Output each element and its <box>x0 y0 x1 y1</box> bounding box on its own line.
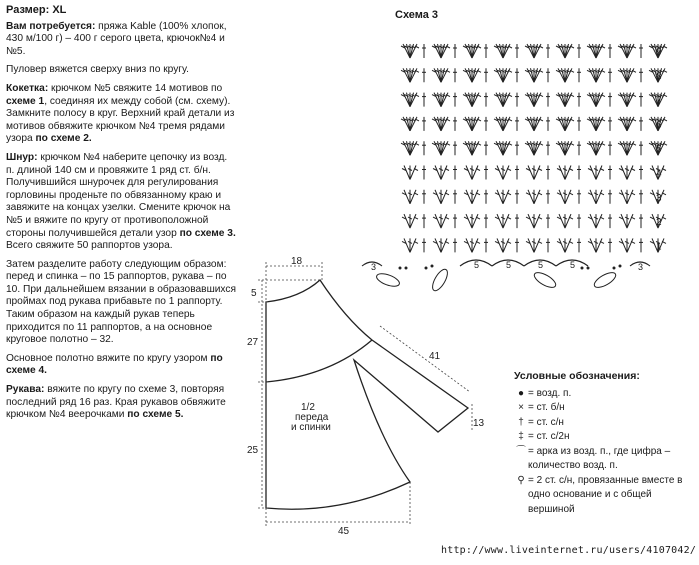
stitch-cell <box>494 44 519 58</box>
stitch-cell <box>433 238 457 252</box>
legend-text: = ст. с/2н <box>528 431 570 442</box>
body-text: Основное полотно вяжите по кругу узором <box>6 352 211 364</box>
stitch-cell <box>526 238 550 252</box>
source-url[interactable]: http://www.liveinternet.ru/users/4107042/ <box>441 545 697 556</box>
stitch-cell <box>556 117 581 131</box>
dim-cuff: 13 <box>473 418 485 429</box>
dim-sleeve: 41 <box>429 351 441 362</box>
foundation-motifs <box>375 267 618 293</box>
stitch-cell <box>432 44 457 58</box>
stitch-cell <box>525 93 550 107</box>
stitch-cell <box>525 68 550 82</box>
legend-text: = ст. б/н <box>528 402 565 413</box>
legend-row-dc <box>514 416 699 431</box>
stitch-cell <box>432 93 457 107</box>
stitch-cell <box>587 141 612 155</box>
yoke-scheme: схеме 1 <box>6 95 45 107</box>
stitch-cell <box>587 93 612 107</box>
stitch-cell <box>587 117 612 131</box>
stitch-cell <box>526 190 550 204</box>
sleeve-dim-line <box>380 326 470 392</box>
stitch-cell <box>433 214 457 228</box>
row-number: 8 <box>656 71 662 83</box>
row-number: 2 <box>656 217 662 229</box>
stitch-cell <box>464 166 488 180</box>
stitch-cell <box>619 238 643 252</box>
legend-text: = 2 ст. с/н, провязанные вместе в одно основание и с общей вершиной <box>528 474 683 515</box>
stitch-cell <box>526 166 550 180</box>
stitch-cell <box>401 117 426 131</box>
intro-paragraph: Пуловер вяжется сверху вниз по кругу. <box>6 64 189 76</box>
stitch-cell <box>464 190 488 204</box>
stitch-cell <box>494 141 519 155</box>
legend-row-sc <box>514 401 699 416</box>
row-number: 3 <box>656 192 662 204</box>
dim-body: 25 <box>247 445 259 456</box>
arch-count-6: 3 <box>638 262 644 272</box>
yoke-text-2: , соединяя их между собой (см. схему). Замкните полосу в круг. Верхний край детали из мотивов обвяжите крючком №4 тремя рядами узора <box>6 95 235 145</box>
stitch-cell <box>588 214 612 228</box>
body-paragraph <box>6 353 238 378</box>
cord-scheme: по схеме 3. <box>179 227 236 239</box>
stitch-cell <box>495 190 519 204</box>
stitch-cell <box>463 44 488 58</box>
yoke-text-1: крючком №5 свяжите 14 мотивов по <box>48 82 223 94</box>
stitch-cell <box>464 214 488 228</box>
stitch-cell <box>557 238 581 252</box>
row-number: 5 <box>656 144 662 156</box>
yoke-label: Кокетка: <box>6 82 49 94</box>
legend-text: = возд. п. <box>528 387 572 399</box>
scheme-title: Схема 3 <box>395 9 439 21</box>
stitch-cell <box>525 117 550 131</box>
stitch-cell <box>432 68 457 82</box>
legend-row-tr <box>514 430 699 445</box>
cord-paragraph <box>6 152 238 253</box>
stitch-cell <box>588 166 612 180</box>
stitch-cell <box>587 68 612 82</box>
legend-text: = ст. с/н <box>528 416 564 428</box>
stitch-cell <box>402 214 426 228</box>
stitch-cell <box>401 68 426 82</box>
garment-outline <box>266 280 468 509</box>
cluster-icon: ⚲ <box>517 474 525 486</box>
dim-yoke: 27 <box>247 337 259 348</box>
stitch-cell <box>556 93 581 107</box>
stitch-cell <box>401 141 426 155</box>
size-heading: Размер: XL <box>6 4 67 16</box>
stitch-cell <box>618 44 643 58</box>
stitch-cell <box>525 44 550 58</box>
stitch-cell <box>618 93 643 107</box>
stitch-cell <box>463 68 488 82</box>
sleeve-scheme: по схеме 5. <box>127 409 184 421</box>
row-number: 1 <box>656 241 662 253</box>
row-number: 9 <box>656 47 662 58</box>
stitch-cell <box>556 44 581 58</box>
row-number: 4 <box>656 168 662 180</box>
arch-count-5: 5 <box>570 260 576 270</box>
division-paragraph: Затем разделите работу следующим образом: перед и спинка – по 15 раппортов, рукава – по 10. При дальнейшем вязании в образовавшихся проймах под рукава прибавьте по 1 раппорту. Таким образом на каждый рукав теперь приходится по 11 раппортов, а на основное круговое полотно – 32. <box>6 258 237 346</box>
stitch-cell <box>556 141 581 155</box>
stitch-cell <box>618 141 643 155</box>
stitch-cell <box>433 190 457 204</box>
cord-text-1: крючком №4 наберите цепочку из возд. п. длиной 140 см и провяжите 1 ряд ст. б/н. Получившийся шнурочек для регулирования горловины проденьте по обвязанному краю и завяжите на концах узелки. Смените крючок на №5 и вяжите по кругу от противоположной стороны получившейся детали узор <box>6 151 231 239</box>
cord-label: Шнур: <box>6 151 38 163</box>
stitch-cell <box>464 238 488 252</box>
piece-label-3: и спинки <box>291 422 331 433</box>
stitch-cell <box>588 190 612 204</box>
stitch-cell <box>556 68 581 82</box>
arch-count-3: 5 <box>506 260 512 270</box>
double-crochet-icon: † <box>518 416 524 428</box>
stitch-cell <box>557 166 581 180</box>
row-number: 7 <box>656 95 662 107</box>
stitch-cell <box>557 190 581 204</box>
garment-schematic <box>240 255 500 555</box>
arch-icon: ⌒ <box>516 445 526 457</box>
yoke-paragraph <box>6 83 238 146</box>
stitch-cell <box>432 141 457 155</box>
stitch-cell <box>463 93 488 107</box>
arch-count-4: 5 <box>538 260 544 270</box>
legend-text: = арка из возд. п., где цифра – количество возд. п. <box>528 445 671 471</box>
dim-top: 18 <box>291 256 303 267</box>
single-crochet-icon: × <box>518 402 524 413</box>
stitch-cell <box>433 166 457 180</box>
materials-label: Вам потребуется: <box>6 20 96 32</box>
chain-icon: ● <box>517 387 525 399</box>
stitch-cell <box>402 166 426 180</box>
cord-text-2: Всего свяжите 50 раппортов узора. <box>6 240 173 252</box>
legend-title: Условные обозначения: <box>514 370 640 382</box>
legend-row-chain <box>514 387 699 402</box>
materials-text: пряжа Kable (100% хлопок, 430 м/100 г) – 400 г серого цвета, крючок№4 и №5. <box>6 20 227 57</box>
arch-count-1: 3 <box>371 262 377 272</box>
arch-count-2: 5 <box>474 260 480 270</box>
stitch-cell <box>526 214 550 228</box>
piece-label-1: 1/2 <box>301 402 315 413</box>
stitch-cell <box>619 214 643 228</box>
stitch-cell <box>463 141 488 155</box>
stitch-cell <box>402 190 426 204</box>
row-number: 6 <box>656 119 662 131</box>
sleeve-text-1: вяжите по кругу по схеме 3, повторяя последний ряд 16 раз. Края рукавов обвяжите крючком №4 веерочками <box>6 384 226 421</box>
sleeve-paragraph <box>6 384 238 422</box>
dim-bottom: 45 <box>338 526 350 537</box>
stitch-cell <box>402 238 426 252</box>
stitch-cell <box>463 117 488 131</box>
stitch-cell <box>495 166 519 180</box>
stitch-cell <box>525 141 550 155</box>
stitch-cell <box>587 44 612 58</box>
stitch-cell <box>618 117 643 131</box>
stitch-cell <box>494 68 519 82</box>
stitch-cell <box>495 238 519 252</box>
scheme-3-chart <box>360 22 670 297</box>
stitch-cell <box>494 93 519 107</box>
piece-label-2: переда <box>295 412 329 423</box>
sleeve-label: Рукава: <box>6 384 45 396</box>
stitch-cell <box>495 214 519 228</box>
legend-row-cluster <box>514 474 699 518</box>
stitch-cell <box>494 117 519 131</box>
materials-paragraph <box>6 21 238 59</box>
legend-row-arch <box>514 445 699 474</box>
stitch-cell <box>618 68 643 82</box>
instructions-column <box>6 4 238 428</box>
stitch-cell <box>588 238 612 252</box>
stitch-cell <box>401 93 426 107</box>
treble-crochet-icon: ‡ <box>518 431 524 442</box>
dim-neck: 5 <box>251 288 257 299</box>
yoke-scheme2: по схеме 2. <box>35 133 92 145</box>
stitch-cell <box>401 44 426 58</box>
stitch-cell <box>619 190 643 204</box>
stitch-cell <box>557 214 581 228</box>
stitch-cell <box>432 117 457 131</box>
stitch-cell <box>619 166 643 180</box>
legend <box>514 369 699 517</box>
body-scheme: по схеме 4. <box>6 352 223 377</box>
